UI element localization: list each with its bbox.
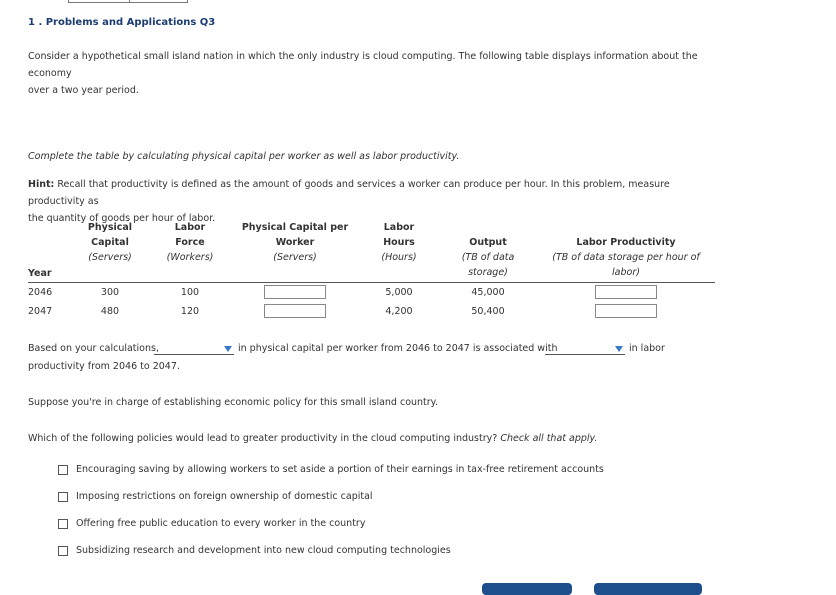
cell-capital: 480 <box>100 306 120 317</box>
intro-text <box>28 48 728 99</box>
top-tab-box <box>68 0 188 3</box>
cell-labor-force: 120 <box>180 306 200 317</box>
sentence-part-2: in physical capital per worker from 2046 to 2047 is associated with <box>238 343 558 354</box>
question-title: 1 . Problems and Applications Q3 <box>28 17 216 28</box>
header-labor-hours: Labor Hours (Hours) <box>381 222 417 263</box>
policy-option[interactable]: Imposing restrictions on foreign ownership of domestic capital <box>58 491 373 502</box>
cell-year: 2047 <box>28 306 53 317</box>
sentence-part-4: productivity from 2046 to 2047. <box>28 361 180 372</box>
cell-labor-hours: 5,000 <box>385 287 413 298</box>
change-capital-dropdown[interactable] <box>154 342 234 355</box>
hint-line-2: the quantity of goods per hour of labor. <box>28 213 216 224</box>
intro-line-2: over a two year period. <box>28 85 139 96</box>
capital-per-worker-2046-input[interactable] <box>264 285 326 299</box>
cell-output: 50,400 <box>471 306 505 317</box>
policy-option[interactable]: Subsidizing research and development into new cloud computing technologies <box>58 545 451 556</box>
header-labor-force: Labor Force (Workers) <box>166 222 214 263</box>
policy-question: Which of the following policies would lead to greater productivity in the cloud computing industry? Check all that apply. <box>28 433 598 444</box>
policy-option[interactable]: Offering free public education to every worker in the country <box>58 518 365 529</box>
continue-button[interactable] <box>594 583 702 595</box>
instruction-text: Complete the table by calculating physical capital per worker as well as labor productivity. <box>28 151 460 162</box>
checkbox[interactable] <box>58 465 68 475</box>
sentence-part-1: Based on your calculations, <box>28 343 159 354</box>
table-header-rule <box>28 282 715 283</box>
intro-line-1: Consider a hypothetical small island nation in which the only industry is cloud computing. The following table displays information about the economy <box>28 51 698 79</box>
chevron-down-icon <box>224 346 232 352</box>
cell-labor-hours: 4,200 <box>385 306 413 317</box>
header-year: Year <box>28 268 52 279</box>
cell-capital: 300 <box>100 287 120 298</box>
scenario-text: Suppose you're in charge of establishing economic policy for this small island country. <box>28 397 438 408</box>
checkbox[interactable] <box>58 519 68 529</box>
header-output: Output (TB of data storage) <box>461 237 515 278</box>
policy-option[interactable]: Encouraging saving by allowing workers to set aside a portion of their earnings in tax-free retirement accounts <box>58 464 604 475</box>
checkbox[interactable] <box>58 492 68 502</box>
policy-question-emphasis: Check all that apply. <box>500 433 598 444</box>
cell-labor-force: 100 <box>180 287 200 298</box>
sentence-part-3: in labor <box>629 343 665 354</box>
header-capital: Physical Capital (Servers) <box>87 222 133 263</box>
capital-per-worker-2047-input[interactable] <box>264 304 326 318</box>
header-capital-per-worker: Physical Capital per Worker (Servers) <box>241 222 349 263</box>
labor-productivity-2047-input[interactable] <box>595 304 657 318</box>
cell-output: 45,000 <box>471 287 505 298</box>
grade-button[interactable] <box>482 583 572 595</box>
labor-productivity-2046-input[interactable] <box>595 285 657 299</box>
hint-line-1: Recall that productivity is defined as the amount of goods and services a worker can produce per hour. In this problem, measure productivity as <box>28 179 670 207</box>
hint-label: Hint: <box>28 179 55 190</box>
header-labor-productivity: Labor Productivity (TB of data storage per hour of labor) <box>552 237 700 278</box>
chevron-down-icon <box>615 346 623 352</box>
checkbox[interactable] <box>58 546 68 556</box>
change-productivity-dropdown[interactable] <box>545 342 625 355</box>
cell-year: 2046 <box>28 287 53 298</box>
